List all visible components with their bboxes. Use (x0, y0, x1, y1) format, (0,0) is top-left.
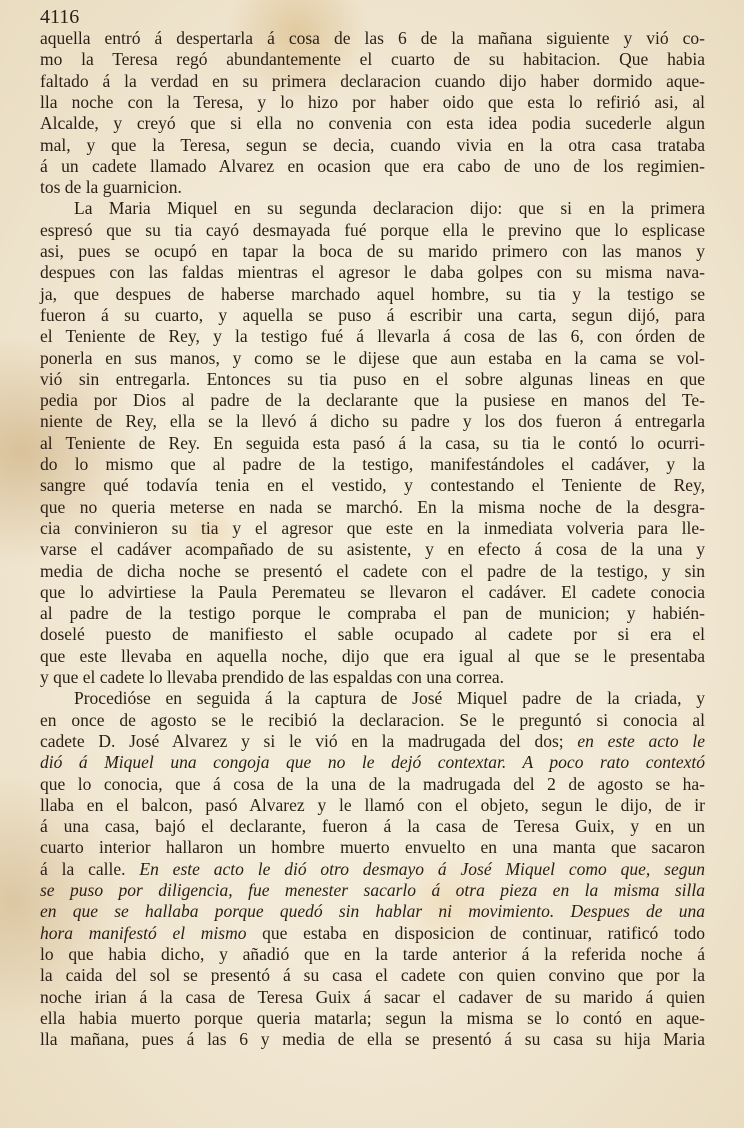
italic-text-segment: En este acto le dió otro desmayo á José Miquel como que, segun (139, 858, 705, 879)
text-segment: Procedióse en seguida á la captura de José Miquel padre de la criada, y (74, 688, 705, 709)
text-segment: do lo mismo que al padre de la testigo, manifestándoles el cadáver, y la (40, 454, 705, 474)
text-segment: ponerla en sus manos, y como se le dijese que aun estaba en la cama se vol- (40, 347, 705, 368)
text-line (40, 795, 705, 816)
text-line (40, 71, 705, 92)
text-segment: pedia por Dios al padre de la declarante que la pusiese en manos del Te- (40, 390, 705, 411)
text-line (40, 475, 705, 496)
text-segment: en once de agosto se le recibió la declaracion. Se le preguntó si conocia al (40, 709, 705, 730)
text-segment: que este llevaba en aquella noche, dijo que era igual al que se le presentaba (40, 645, 705, 666)
text-segment: á un cadete llamado Alvarez en ocasion que era cabo de uno de los regimien- (40, 155, 705, 176)
text-line (40, 859, 705, 880)
text-line (40, 901, 705, 922)
text-segment: noche irian á la casa de Teresa Guix á sacar el cadaver de su marido á quien (40, 986, 705, 1007)
text-line (40, 731, 705, 752)
text-line (40, 220, 705, 241)
text-segment: que lo advirtiese la Paula Peremateu se llevaron el cadáver. El cadete conocia (40, 581, 705, 602)
text-line (40, 582, 705, 603)
text-segment: y que el cadete lo llevaba prendido de las espaldas con una correa. (40, 667, 505, 687)
text-segment: ella habia muerto porque queria matarla; segun la misma se lo contó en aque- (40, 1007, 705, 1028)
text-line (40, 92, 705, 113)
text-line (40, 816, 705, 837)
text-segment: á la calle. (40, 858, 140, 879)
text-line (40, 348, 705, 369)
text-segment: que estaba en disposicion de continuar, ratificó todo (262, 922, 705, 943)
text-line (40, 411, 705, 432)
text-line (40, 156, 705, 177)
text-line (40, 454, 705, 475)
text-segment: lo que habia dicho, y añadió que en la tarde anterior á la referida noche á (40, 943, 705, 964)
text-line (40, 837, 705, 858)
text-segment: vió sin entregarla. Entonces su tia puso en el sobre algunas lineas en que (40, 368, 705, 389)
text-line (40, 177, 705, 198)
italic-text-segment: en que se hallaba porque quedó sin hablar ni movimiento. Despues de una (40, 901, 705, 922)
text-line (40, 688, 705, 709)
text-line (40, 987, 705, 1008)
text-segment: despues con las faldas mientras el agresor le daba golpes con su misma nava- (40, 262, 705, 283)
text-line (40, 923, 705, 944)
text-segment: fueron á su cuarto, y aquella se puso á escribir una carta, segun dijó, para (40, 304, 705, 325)
text-line (40, 433, 705, 454)
text-line (40, 667, 705, 688)
text-segment: niente de Rey, ella se la llevó á dicho su padre y los dos fueron á entregarla (40, 411, 705, 432)
text-line (40, 369, 705, 390)
text-segment: ja, que despues de haberse marchado aquel hombre, su tia y la testigo se (40, 283, 705, 304)
text-line (40, 710, 705, 731)
text-line (40, 518, 705, 539)
text-line (40, 624, 705, 645)
text-segment: que no queria meterse en nada se marchó. En la misma noche de la desgra- (40, 496, 705, 517)
text-segment: llaba en el balcon, pasó Alvarez y le llamó con el objeto, segun le dijo, de ir (40, 794, 705, 815)
text-line (40, 113, 705, 134)
text-segment: lla mañana, pues á las 6 y media de ella se presentó á su casa su hija Maria (40, 1029, 705, 1050)
text-segment: mo la Teresa regó abundantemente el cuarto de su habitacion. Que habia (40, 49, 705, 70)
text-segment: Alcalde, y creyó que si ella no convenia con esta idea podia sucederle algun (40, 113, 705, 134)
text-line (40, 646, 705, 667)
text-line (40, 49, 705, 70)
text-line (40, 774, 705, 795)
text-segment: varse el cadáver acompañado de su asistente, y en efecto á cosa de la una y (40, 539, 705, 560)
text-line (40, 262, 705, 283)
text-line (40, 390, 705, 411)
text-segment: el Teniente de Rey, y la testigo fué á llevarla á cosa de las 6, con órden de (40, 326, 705, 347)
text-segment: doselé puesto de manifiesto el sable ocupado al cadete por si era el (40, 624, 705, 645)
italic-text-segment: en este acto le (577, 730, 705, 751)
italic-text-segment: se puso por diligencia, fue menester sacarlo á otra pieza en la misma silla (40, 880, 705, 900)
text-line (40, 561, 705, 582)
text-line (40, 752, 705, 773)
text-line (40, 326, 705, 347)
text-segment: aquella entró á despertarla á cosa de las 6 de la mañana siguiente y vió co- (40, 28, 705, 48)
text-line (40, 944, 705, 965)
text-segment: mal, y que la Teresa, segun se decia, cuando vivia en la otra casa trataba (40, 134, 705, 155)
text-line (40, 965, 705, 986)
text-segment: al padre de la testigo porque le compraba el pan de municion; y habién- (40, 603, 705, 624)
text-line (40, 1029, 705, 1050)
text-line (40, 539, 705, 560)
text-segment: media de dicha noche se presentó el cadete con el padre de la testigo, y sin (40, 560, 705, 581)
text-segment: á una casa, bajó el declarante, fueron á la casa de Teresa Guix, y en un (40, 816, 705, 837)
text-segment: espresó que su tia cayó desmayada fué porque ella le previno que lo esplicase (40, 219, 705, 240)
text-line (40, 284, 705, 305)
text-segment: tos de la guarnicion. (40, 177, 182, 198)
text-segment: La Maria Miquel en su segunda declaracion dijo: que si en la primera (74, 198, 705, 219)
text-line (40, 880, 705, 901)
text-line (40, 241, 705, 262)
text-segment: sangre qué todavía tenia en el vestido, y contestando el Teniente de Rey, (40, 475, 705, 496)
text-line (40, 497, 705, 518)
text-segment: cia convinieron su tia y el agresor que este en la inmediata volveria para lle- (40, 517, 705, 538)
text-line (40, 135, 705, 156)
text-segment: al Teniente de Rey. En seguida esta pasó á la casa, su tia le contó lo ocurri- (40, 432, 705, 453)
italic-text-segment: hora manifestó el mismo (40, 922, 263, 943)
text-segment: lla noche con la Teresa, y lo hizo por haber oido que esta lo refirió asi, al (40, 91, 705, 112)
text-line (40, 1008, 705, 1029)
text-line (40, 305, 705, 326)
text-segment: cadete D. José Alvarez y si le vió en la madrugada del dos; (40, 730, 578, 751)
text-line (40, 603, 705, 624)
text-segment: la caida del sol se presentó á su casa el cadete con quien convino que por la (40, 965, 705, 986)
text-segment: asi, pues se ocupó en tapar la boca de su marido primero con las manos y (40, 241, 705, 261)
text-segment: faltado á la verdad en su primera declaracion cuando dijo haber dormido aque- (40, 70, 705, 91)
page-number: 4116 (40, 6, 80, 28)
text-line (40, 198, 705, 219)
text-segment: que lo conocia, que á cosa de la una de la madrugada del 2 de agosto se ha- (40, 773, 705, 794)
text-segment: cuarto interior hallaron un hombre muerto envuelto en una manta que sacaron (40, 837, 705, 858)
italic-text-segment: dió á Miquel una congoja que no le dejó contextar. A poco rato contextó (40, 752, 705, 773)
text-line (40, 28, 705, 49)
